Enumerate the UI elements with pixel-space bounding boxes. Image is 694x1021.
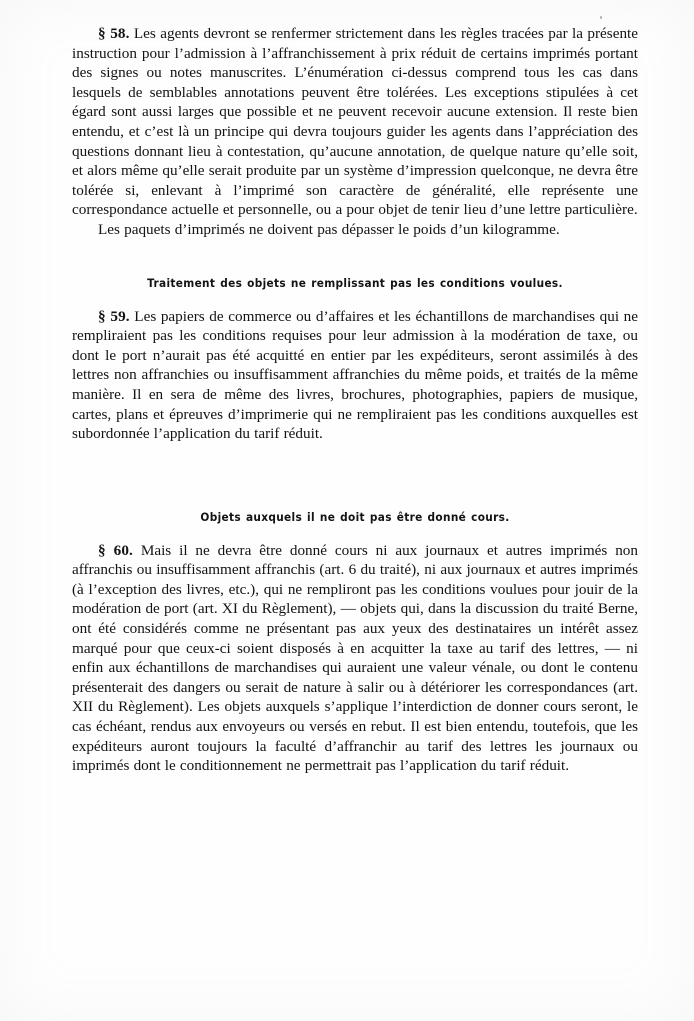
paragraph-58-1: § 58. Les agents devront se renfermer strictement dans les règles tracées par la présente instruction pour l’admission à l’affranchissement à prix réduit de certains imprimés portant des signes ou notes manuscrites. L’énumération ci-dessus comprend tous les cas dans lesquels de semblables annotations peuvent être tolérées. Les exceptions stipulées à cet égard sont aussi larges que possible et ne peuvent recevoir aucune extension. Il reste bien entendu, et c’est là un principe qui devra toujours guider les agents dans l’appréciation des questions donnant lieu à contestation, qu’aucune annotation, de quelque nature qu’elle soit, et alors même qu’elle serait produite par un système d’impression quelconque, ne devra être tolérée si, enlevant à l’imprimé son caractère de généralité, elle représente une correspondance actuelle et personnelle, ou a pour objet de tenir lieu d’une lettre particulière. [72,25,638,219]
section-60 [72,541,638,776]
section-marker: § 59. [98,307,130,325]
paragraph-58-2: Les paquets d’imprimés ne doivent pas dépasser le poids d’un kilogramme. [98,220,560,238]
section-marker: § 58. [98,25,130,42]
text-block [72,24,638,776]
spacer-after-heading-2 [72,526,638,541]
section-heading-treatment: Traitement des objets ne remplissant pas les conditions voulues. [147,276,563,290]
section-59 [72,307,638,444]
paragraph-59-1: § 59. Les papiers de commerce ou d’affaires et les échantillons de marchandises qui ne rempliraient pas les conditions requises pour leur admission à la modération de taxe, ou dont le port n’aurait pas été acquitté en entier par les expéditeurs, seront assimilés à des lettres non affranchies ou insuffisamment affranchies du même poids, et traités de la même manière. Il en sera de même des livres, brochures, photographies, papiers de musique, cartes, plans et épreuves d’imprimerie qui ne rempliraient pas les conditions auxquelles est subordonnée l’application du tarif réduit. [72,307,638,443]
section-58 [72,24,638,240]
section-heading-no-delivery: Objets auxquels il ne doit pas être donné cours. [200,510,510,524]
paragraph-60-1: § 60. Mais il ne devra être donné cours ni aux journaux et autres imprimés non affranchis ou insuffisamment affranchis (art. 6 du traité), ni aux journaux et autres imprimés (à l’exception des livres, etc.), qui ne rempliront pas les conditions voulues pour jouir de la modération de port (art. XI du Règlement), — objets qui, dans la discussion du traité Berne, ont été considérés comme ne présentant pas aux yeux des destinataires un intérêt assez marqué pour que ceux-ci soient disposés à en acquitter la taxe au tarif des lettres, — ni enfin aux échantillons de marchandises qui auraient une valeur vénale, ou dont le contenu présenterait des dangers ou serait de nature à salir ou à détériorer les correspondances (art. XII du Règlement). Les objets auxquels s’applique l’interdiction de donner cours seront, le cas échéant, rendus aux envoyeurs ou versés en rebut. Il est bien entendu, toutefois, que les expéditeurs auront toujours la faculté d’affranchir au tarif des lettres les journaux ou imprimés dont le conditionnement ne permettrait pas l’application du tarif réduit. [72,541,638,775]
spacer-before-heading-1 [72,240,638,276]
spacer-before-heading-2 [72,444,638,510]
ink-speck-artifact [600,16,602,19]
section-marker: § 60. [98,541,133,559]
spacer-after-heading-1 [72,292,638,307]
